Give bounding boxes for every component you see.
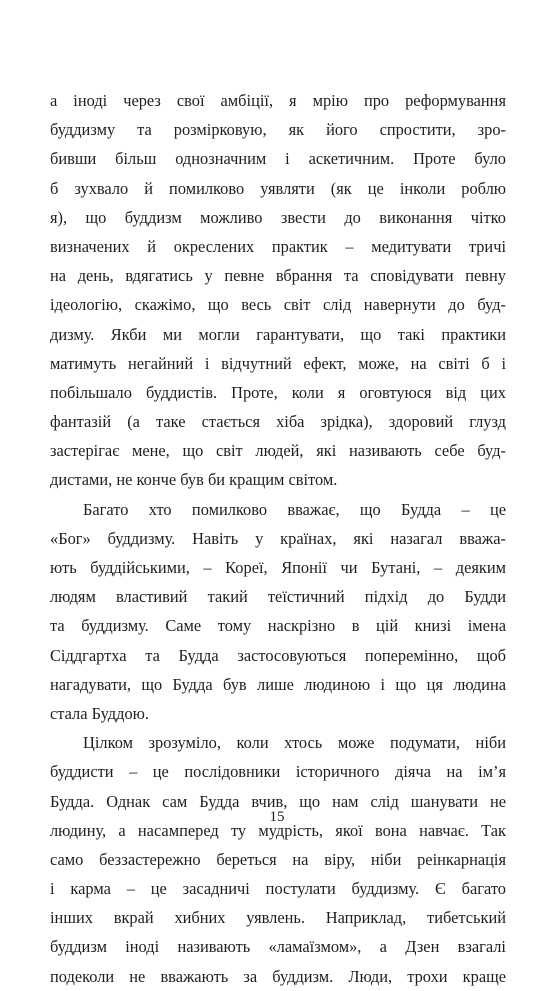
paragraph-2 <box>50 495 506 729</box>
text-line: подеколи не вважають за буддизм. Люди, трохи краще <box>50 966 506 986</box>
text-line: на день, вдягатись у певне вбрання та сповідувати певну <box>50 266 506 286</box>
text-line: матимуть негайний і відчутний ефект, може, на світі б і <box>50 353 506 373</box>
paragraph-1 <box>50 86 506 495</box>
text-line: ідеологію, скажімо, що весь світ слід навернути до буд- <box>50 295 506 315</box>
text-line: людину, а насамперед ту мудрість, якої вона навчає. Так <box>50 820 506 840</box>
text-line: «Бог» буддизму. Навіть у країнах, які назагал вважа- <box>50 528 506 548</box>
text-line: стала Буддою. <box>50 703 149 723</box>
text-line: бивши більш однозначним і аскетичним. Проте було <box>50 149 506 169</box>
text-line: і карма – це засадничі постулати буддизму. Є багато <box>50 879 506 899</box>
text-line: само беззастережно береться на віру, ніби реінкарнація <box>50 849 506 869</box>
text-line: буддизм іноді називають «ламаїзмом», а Дзен взагалі <box>50 937 506 957</box>
paragraph-3 <box>50 728 506 991</box>
text-line: буддисти – це послідовники історичного діяча на ім’я <box>50 762 506 782</box>
text-line: інших вкрай хибних уявлень. Наприклад, тибетський <box>50 908 506 928</box>
text-line: Багато хто помилково вважає, що Будда – це <box>83 499 506 519</box>
text-line: Сіддгартха та Будда застосовуються поперемінно, щоб <box>50 645 506 665</box>
text-line: буддизму та розмірковую, як його спростити, зро- <box>50 120 506 140</box>
text-line: дистами, не конче був би кращим світом. <box>50 470 338 490</box>
text-line: застерігає мене, що світ людей, які називають себе буд- <box>50 441 506 461</box>
text-line: визначених й окреслених практик – медитувати тричі <box>50 236 506 256</box>
text-line: фантазій (а таке стається хіба зрідка), здоровий глузд <box>50 412 506 432</box>
text-line: та буддизму. Саме тому наскрізно в цій книзі імена <box>50 616 506 636</box>
text-line: ють буддійськими, – Кореї, Японії чи Бутані, – деяким <box>50 558 506 577</box>
page-number: 15 <box>269 809 285 825</box>
text-line: Будда. Однак сам Будда вчив, що нам слід шанувати не <box>50 791 506 811</box>
text-line: Цілком зрозуміло, коли хтось може подумати, ніби <box>83 733 506 753</box>
text-line: нагадувати, що Будда був лише людиною і що ця людина <box>50 674 506 694</box>
text-line: дизму. Якби ми могли гарантувати, що такі практики <box>50 324 506 344</box>
page-text <box>50 86 506 991</box>
text-line: а іноді через свої амбіції, я мрію про реформування <box>50 91 506 110</box>
text-line: людям властивий такий теїстичний підхід до Будди <box>50 587 506 607</box>
text-line: побільшало буддистів. Проте, коли я оговтуюся від цих <box>50 382 506 402</box>
text-line: б зухвало й помилково уявляти (як це інколи роблю <box>50 178 506 198</box>
text-line: я), що буддизм можливо звести до виконання чітко <box>50 207 506 227</box>
